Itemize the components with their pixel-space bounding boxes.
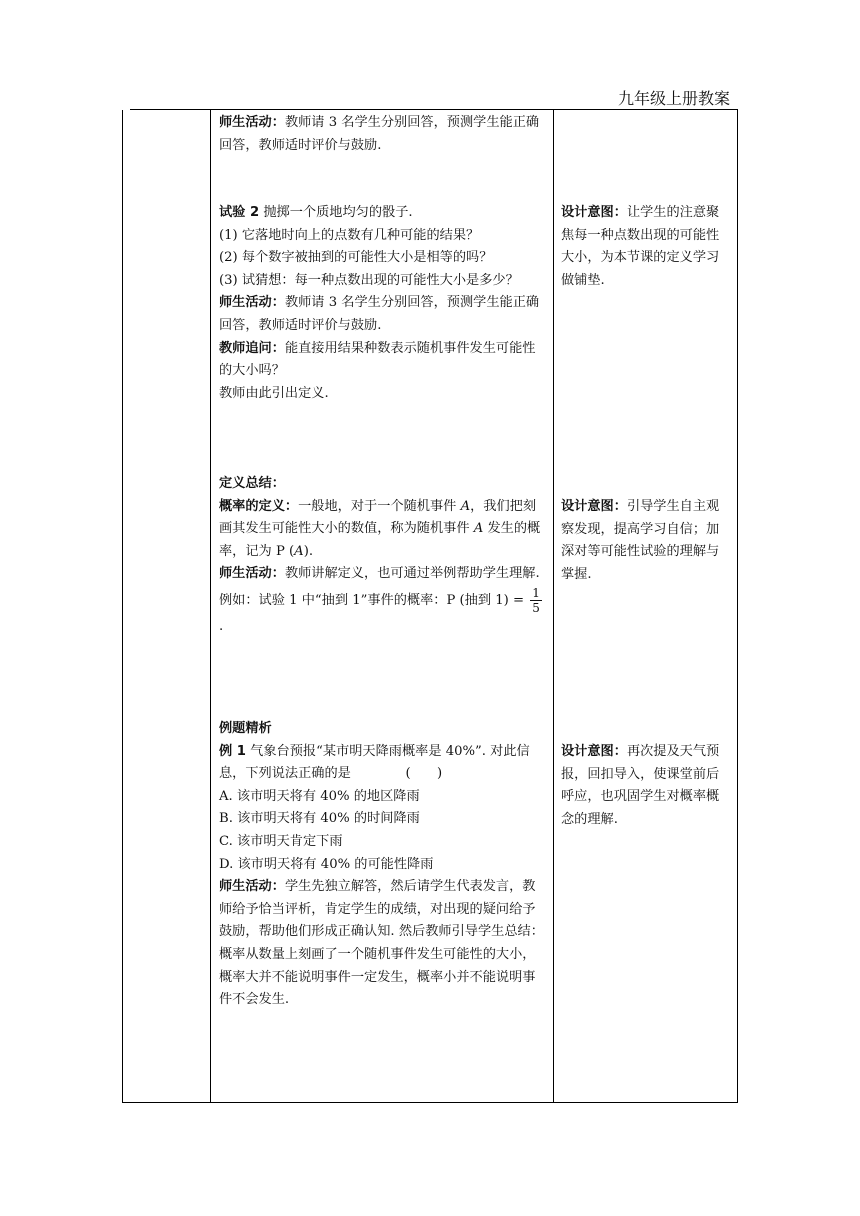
variable-a: A [473,521,484,537]
design-label: 设计意图： [561,205,627,220]
example-question: 气象台预报“某市明天降雨概率是 40%”. 对此信息，下列说法正确的是 [219,743,530,782]
variable-a: A [294,543,304,559]
page-header-title: 九年级上册教案 [617,89,730,108]
conclusion-text: 概率从数量上刻画了一个随机事件发生可能性的大小，概率大并不能说明事件一定发生，概率小并不能说明事件不会发生. [219,946,536,1008]
question-2: (2) 每个数字被抽到的可能性大小是相等的吗？ [219,250,493,266]
followup-text: 能直接用结果种数表示随机事件发生可能性的大小吗？ [219,340,536,379]
definition-text-3: 发生的概率，记为 P ( [219,521,541,559]
activity-text: 教师请 3 名学生分别回答，预测学生能正确回答，教师适时评价与鼓励. [219,295,540,333]
answer-paren: ( ) [405,766,443,782]
design-text: 让学生的注意聚焦每一种点数出现的可能性大小，为本节课的定义学习做铺垫. [561,205,720,288]
option-c: C. 该市明天肯定下雨 [219,833,343,849]
design-text: 再次提及天气预报，回扣导入，使课堂前后呼应，也巩固学生对概率概念的理解. [561,744,720,827]
design-text: 引导学生自主观察发现，提高学习自信；加深对等可能性试验的理解与掌握. [561,499,720,582]
example-text: 例如：试验 1 中“抽到 1”事件的概率：P (抽到 1) = [219,592,529,608]
column-divider-right [553,110,554,1102]
block3-design [561,496,731,586]
lead-text: 教师由此引出定义. [219,385,329,401]
option-a: A. 该市明天将有 40% 的地区降雨 [219,788,420,804]
followup-label: 教师追问： [219,340,285,356]
column-divider-left [210,110,211,1102]
summary-title: 定义总结： [219,476,285,491]
fraction-numerator: 1 [532,585,540,600]
activity-label: 师生活动： [219,115,285,130]
block4-example [219,718,547,1012]
section-title: 例题精析 [219,721,272,736]
question-1: (1) 它落地时向上的点数有几种可能的结果？ [219,227,480,243]
variable-a: A [460,498,471,514]
block1-activity [219,112,547,157]
activity-label: 师生活动： [219,295,285,311]
block4-design [561,741,731,831]
block2-design [561,202,731,292]
option-b: B. 该市明天将有 40% 的时间降雨 [219,811,420,827]
example-label: 例 1 [219,743,246,759]
block3-definition [219,473,547,639]
design-label: 设计意图： [561,744,627,759]
design-label: 设计意图： [561,499,627,514]
trial-title-text: 抛掷一个质地均匀的骰子. [259,205,413,220]
fraction-denominator: 5 [532,600,540,615]
definition-text-2: ，我们把刻画其发生可能性大小的数值，称为随机事件 [219,498,537,537]
option-d: D. 该市明天将有 40% 的可能性降雨 [219,856,434,872]
question-3: (3) 试猜想：每一种点数出现的可能性大小是多少？ [219,272,519,288]
activity-text: 教师讲解定义，也可通过举例帮助学生理解. [284,566,540,582]
fraction [530,586,542,615]
lesson-table [122,110,738,1103]
activity-label: 师生活动： [219,879,285,895]
activity-text: 教师请 3 名学生分别回答，预测学生能正确回答，教师适时评价与鼓励. [219,115,540,153]
definition-label: 概率的定义： [219,498,299,514]
trial-title-label: 试验 2 [219,205,260,220]
definition-text-4: ). [303,543,314,559]
example-end: . [219,618,224,634]
definition-text-1: 一般地，对于一个随机事件 [298,498,461,514]
block2-trial [219,202,547,405]
activity-text: 学生先独立解答，然后请学生代表发言，教师给予恰当评析，肯定学生的成绩，对出现的疑问给予鼓励，帮助他们形成正确认知. 然后教师引导学生总结： [219,879,544,940]
activity-label: 师生活动： [219,566,285,582]
